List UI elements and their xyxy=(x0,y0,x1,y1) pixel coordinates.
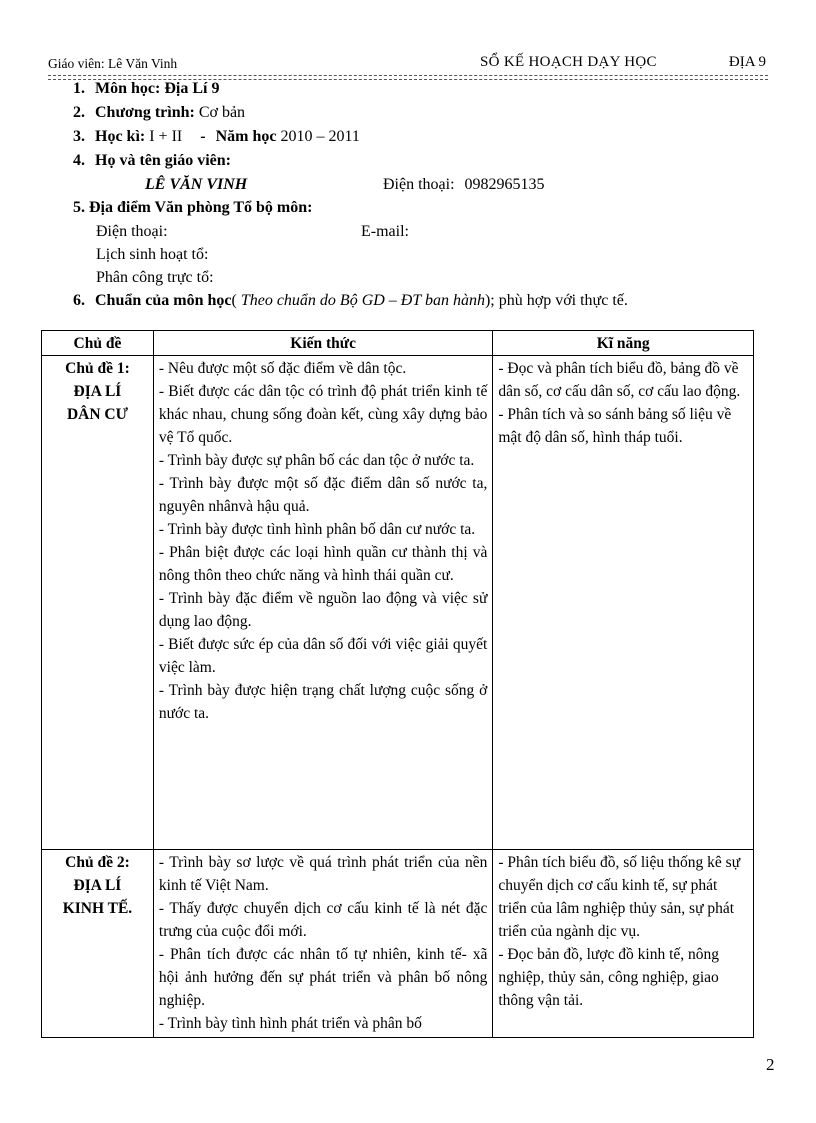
teacher-header: Giáo viên: Lê Văn Vinh xyxy=(48,56,178,71)
skill-item: - Phân tích và so sánh bảng số liệu về mật độ dân số, hình tháp tuổi. xyxy=(498,406,732,446)
knowledge-item: - Trình bày được một số đặc điểm dân số nước ta, nguyên nhânvà hậu quả. xyxy=(158,475,488,515)
book-title: SỔ KẾ HOẠCH DẠY HỌC xyxy=(480,54,657,70)
office-phone: Điện thoại: xyxy=(96,223,168,240)
info-item-2: 2. Chương trình: Cơ bản xyxy=(73,104,246,121)
info-item-3: 3. Học kì: I + II - Năm học 2010 – 2011 xyxy=(73,128,360,145)
page-header xyxy=(48,52,770,72)
knowledge-item: - Biết được các dân tộc có trình độ phát triển kinh tế khác nhau, chung sống đoàn kết, cùng xây dựng bảo vệ Tổ quốc. xyxy=(158,383,488,446)
duty-assignment: Phân công trực tổ: xyxy=(96,269,214,286)
skill-item: - Phân tích biểu đồ, số liệu thống kê sự chuyển dịch cơ cấu kinh tế, sự phát triển của lâm nghiệp thủy sản, sự phát triển của ngành dịc vụ. xyxy=(498,854,741,940)
curriculum-table xyxy=(41,330,754,1038)
table-header-row xyxy=(42,331,754,356)
topic-cell: Chủ đề 1: ĐỊA LÍ DÂN CƯ xyxy=(42,356,154,850)
knowledge-cell xyxy=(153,850,492,1038)
table-row xyxy=(42,356,754,850)
knowledge-cell xyxy=(153,356,492,850)
page-number: 2 xyxy=(766,1055,775,1074)
knowledge-item: - Trình bày đặc điểm về nguồn lao động và việc sử dụng lao động. xyxy=(158,590,488,630)
teacher-phone: Điện thoại: 0982965135 xyxy=(383,176,545,193)
skill-item: - Đọc bản đồ, lược đồ kinh tế, nông nghiệp, thủy sản, công nghiệp, giao thông vận tải. xyxy=(498,946,719,1009)
knowledge-item: - Biết được sức ép của dân số đối với việc giải quyết việc làm. xyxy=(158,636,488,676)
office-email: E-mail: xyxy=(361,223,409,240)
subject-code: ĐỊA 9 xyxy=(728,54,766,70)
header-knowledge: Kiến thức xyxy=(153,331,492,356)
header-topic: Chủ đề xyxy=(42,331,154,356)
knowledge-item: - Trình bày được tình hình phân bố dân cư nước ta. xyxy=(158,521,476,538)
info-item-6: 6. Chuẩn của môn học( Theo chuẩn do Bộ GD – ĐT ban hành); phù hợp với thực tế. xyxy=(73,292,628,309)
info-item-4: 4. Họ và tên giáo viên: xyxy=(73,152,231,169)
header-skills: Kĩ năng xyxy=(493,331,754,356)
header-divider-top xyxy=(48,75,768,76)
teacher-name: LÊ VĂN VINH xyxy=(145,176,248,193)
skill-item: - Đọc và phân tích biểu đồ, bảng đồ về dân số, cơ cấu dân số, cơ cấu lao động. xyxy=(498,360,741,400)
info-item-5: 5. Địa điểm Văn phòng Tổ bộ môn: xyxy=(73,199,313,216)
knowledge-item: - Phân tích được các nhân tố tự nhiên, kinh tế- xã hội ảnh hưởng đến sự phát triển và phân bố nông nghiệp. xyxy=(158,946,488,1009)
knowledge-item: - Trình bày sơ lược về quá trình phát triển của nền kinh tế Việt Nam. xyxy=(158,854,488,894)
knowledge-item: - Thấy được chuyển dịch cơ cấu kinh tế là nét đặc trưng của cuộc đổi mới. xyxy=(158,900,488,940)
knowledge-item: - Nêu được một số đặc điểm về dân tộc. xyxy=(158,360,407,377)
knowledge-item: - Trình bày được sự phân bố các dan tộc ở nước ta. xyxy=(158,452,475,469)
skills-cell xyxy=(493,850,754,1038)
knowledge-item: - Trình bày được hiện trạng chất lượng cuộc sống ở nước ta. xyxy=(158,682,488,722)
table-row xyxy=(42,850,754,1038)
knowledge-item: - Phân biệt được các loại hình quần cư thành thị và nông thôn theo chức năng và hình thái quần cư. xyxy=(158,544,488,584)
skills-cell xyxy=(493,356,754,850)
meeting-schedule: Lịch sinh hoạt tổ: xyxy=(96,246,209,263)
info-item-1: 1. Môn học: Địa Lí 9 xyxy=(73,80,220,97)
topic-cell: Chủ đề 2: ĐỊA LÍ KINH TẾ. xyxy=(42,850,154,1038)
knowledge-item: - Trình bày tình hình phát triển và phân bố xyxy=(158,1015,422,1032)
